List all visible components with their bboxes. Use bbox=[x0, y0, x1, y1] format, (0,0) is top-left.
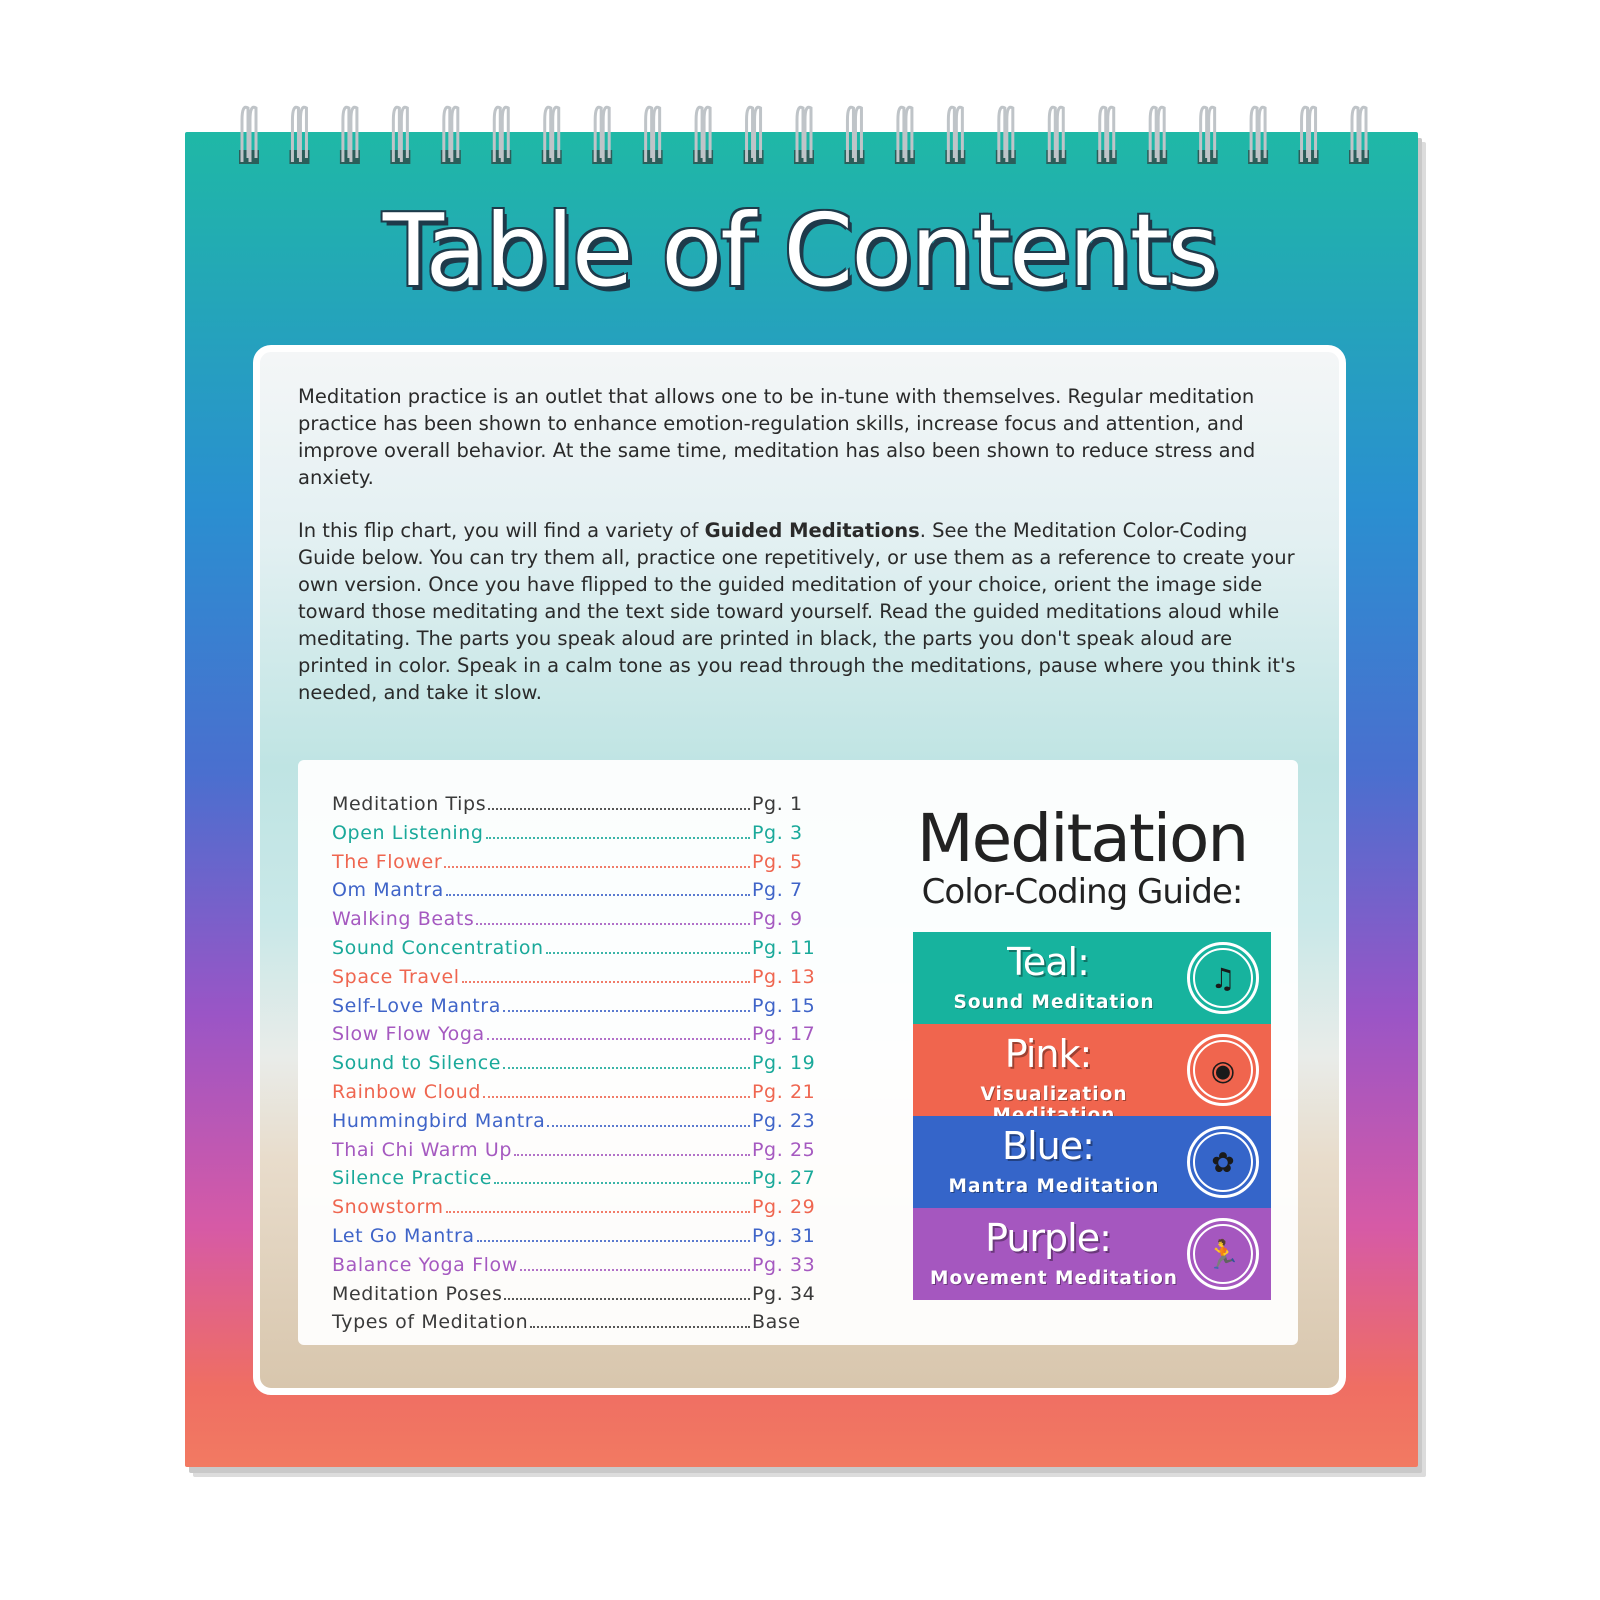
toc-row bbox=[332, 793, 812, 822]
intro-text bbox=[298, 383, 1298, 732]
toc-page: Pg. 29 bbox=[752, 1196, 816, 1219]
running-figure-icon-glyph: 🏃 bbox=[1193, 1224, 1253, 1284]
toc-leader-dots bbox=[462, 981, 750, 983]
toc-page: Pg. 5 bbox=[752, 850, 803, 873]
toc-page: Pg. 17 bbox=[752, 1023, 816, 1046]
intro-paragraph-2 bbox=[298, 517, 1298, 706]
toc-page: Pg. 21 bbox=[752, 1080, 816, 1103]
toc-row bbox=[332, 994, 816, 1024]
toc-page: Pg. 33 bbox=[752, 1253, 816, 1276]
guide-band bbox=[913, 1116, 1271, 1208]
band-name: Pink: bbox=[1004, 1032, 1092, 1076]
intro-p2-part-b: . See the Meditation Color-Coding Guide below. You can try them all, practice one repetitively, or use them as a reference to create your own version. Once you have flipped to the guided meditation of your choice, orient the image side toward those meditating and the text side toward yourself. Read the guided meditations aloud while meditating. The parts you speak aloud are printed in black, the parts you don't speak aloud are printed in color. Speak in a calm tone as you read through the meditations, pause where you think it's needed, and take it slow. bbox=[298, 519, 1296, 704]
toc-row bbox=[332, 1052, 816, 1081]
toc-leader-dots bbox=[486, 837, 750, 839]
toc-row bbox=[332, 965, 816, 995]
toc-leader-dots bbox=[477, 1240, 750, 1242]
toc-label: Rainbow Cloud bbox=[332, 1080, 482, 1103]
toc-page: Pg. 11 bbox=[752, 936, 816, 959]
lotus-icon bbox=[1187, 1126, 1259, 1198]
eye-icon bbox=[1187, 1034, 1259, 1106]
toc-label: Open Listening bbox=[332, 821, 484, 844]
guide-title: Meditation bbox=[916, 800, 1248, 877]
toc-leader-dots bbox=[494, 1182, 750, 1184]
toc-leader-dots bbox=[530, 1326, 750, 1328]
toc-row bbox=[332, 908, 812, 937]
toc-leader-dots bbox=[503, 1067, 750, 1069]
toc-row bbox=[332, 1253, 816, 1283]
toc-label: Thai Chi Warm Up bbox=[332, 1138, 513, 1161]
toc-label: Snowstorm bbox=[332, 1196, 444, 1219]
toc-row bbox=[332, 851, 812, 880]
toc-row bbox=[332, 1167, 816, 1196]
board-edge bbox=[1418, 146, 1424, 1461]
eye-icon-glyph: ◉ bbox=[1193, 1040, 1253, 1100]
toc-leader-dots bbox=[503, 1010, 750, 1012]
toc-leader-dots bbox=[504, 1298, 750, 1300]
toc-label: Balance Yoga Flow bbox=[332, 1253, 518, 1276]
toc-leader-dots bbox=[547, 1125, 750, 1127]
toc-row bbox=[332, 879, 812, 908]
running-figure-icon bbox=[1187, 1218, 1259, 1290]
toc-row bbox=[332, 1196, 816, 1225]
toc-label: Meditation Tips bbox=[332, 793, 487, 815]
music-note-icon bbox=[1187, 942, 1259, 1014]
toc-row bbox=[332, 1311, 812, 1340]
band-name: Teal: bbox=[1007, 940, 1089, 984]
toc-page: Pg. 3 bbox=[752, 821, 803, 844]
toc-label: Types of Meditation bbox=[332, 1311, 529, 1334]
toc-leader-dots bbox=[446, 894, 750, 896]
toc-row bbox=[332, 936, 816, 966]
toc-label: Let Go Mantra bbox=[332, 1224, 475, 1247]
toc-list bbox=[332, 793, 816, 1340]
toc-label: Walking Beats bbox=[332, 908, 475, 931]
toc-page: Pg. 27 bbox=[752, 1167, 816, 1190]
toc-page: Base bbox=[752, 1311, 801, 1334]
toc-row bbox=[332, 1282, 816, 1312]
guide-subtitle: Color-Coding Guide: bbox=[921, 872, 1243, 912]
toc-label: Slow Flow Yoga bbox=[332, 1023, 485, 1046]
toc-row bbox=[332, 1138, 816, 1168]
guide-band bbox=[913, 1208, 1271, 1300]
toc-page: Pg. 25 bbox=[752, 1138, 816, 1161]
toc-leader-dots bbox=[488, 808, 750, 810]
toc-page: Pg. 13 bbox=[752, 965, 816, 988]
intro-p2-part-a: In this flip chart, you will find a variety of bbox=[298, 519, 705, 542]
toc-page: Pg. 1 bbox=[752, 793, 803, 815]
lotus-icon-glyph: ✿ bbox=[1193, 1132, 1253, 1192]
toc-label: Silence Practice bbox=[332, 1167, 493, 1190]
toc-label: Sound to Silence bbox=[332, 1052, 502, 1075]
toc-label: Sound Concentration bbox=[332, 936, 544, 959]
toc-label: Om Mantra bbox=[332, 879, 444, 902]
toc-label: Self-Love Mantra bbox=[332, 994, 501, 1017]
band-description: Mantra Meditation bbox=[948, 1176, 1160, 1197]
toc-row bbox=[332, 1109, 816, 1139]
toc-page: Pg. 7 bbox=[752, 879, 803, 902]
toc-label: Hummingbird Mantra bbox=[332, 1109, 546, 1132]
intro-p2-bold: Guided Meditations bbox=[704, 519, 920, 542]
toc-leader-dots bbox=[446, 1211, 750, 1213]
guide-band bbox=[913, 1024, 1271, 1116]
band-description: Visualization bbox=[980, 1084, 1128, 1105]
toc-page: Pg. 23 bbox=[752, 1109, 816, 1132]
toc-label: Space Travel bbox=[332, 965, 460, 988]
toc-page: Pg. 31 bbox=[752, 1224, 816, 1247]
toc-row bbox=[332, 1224, 816, 1254]
toc-row bbox=[332, 1023, 816, 1052]
intro-paragraph-1: Meditation practice is an outlet that allows one to be in-tune with themselves. Regular meditation practice has been shown to enhance emotion-regulation skills, increase focus and attention, and improve overall behavior. At the same time, meditation has also been shown to reduce stress and anxiety. bbox=[298, 385, 1256, 489]
toc-leader-dots bbox=[546, 952, 750, 954]
toc-page: Pg. 34 bbox=[752, 1282, 816, 1305]
toc-leader-dots bbox=[476, 923, 750, 925]
toc-leader-dots bbox=[444, 866, 750, 868]
toc-leader-dots bbox=[520, 1269, 750, 1271]
band-description: Movement Meditation bbox=[930, 1268, 1178, 1289]
toc-leader-dots bbox=[514, 1154, 750, 1156]
toc-row bbox=[332, 1080, 816, 1110]
toc-row bbox=[332, 822, 812, 851]
music-note-icon-glyph: ♫ bbox=[1193, 948, 1253, 1008]
toc-page: Pg. 15 bbox=[752, 994, 816, 1017]
spiral-binding bbox=[230, 100, 1380, 170]
band-name: Purple: bbox=[985, 1216, 1111, 1260]
toc-page: Pg. 19 bbox=[752, 1052, 816, 1075]
toc-leader-dots bbox=[487, 1038, 750, 1040]
toc-label: The Flower bbox=[332, 850, 443, 873]
toc-page: Pg. 9 bbox=[752, 908, 803, 931]
band-name: Blue: bbox=[1002, 1124, 1094, 1168]
band-description: Sound Meditation bbox=[953, 992, 1155, 1013]
toc-leader-dots bbox=[483, 1096, 750, 1098]
guide-band bbox=[913, 932, 1271, 1024]
toc-label: Meditation Poses bbox=[332, 1282, 503, 1305]
page-title: Table of Contents bbox=[382, 192, 1218, 309]
